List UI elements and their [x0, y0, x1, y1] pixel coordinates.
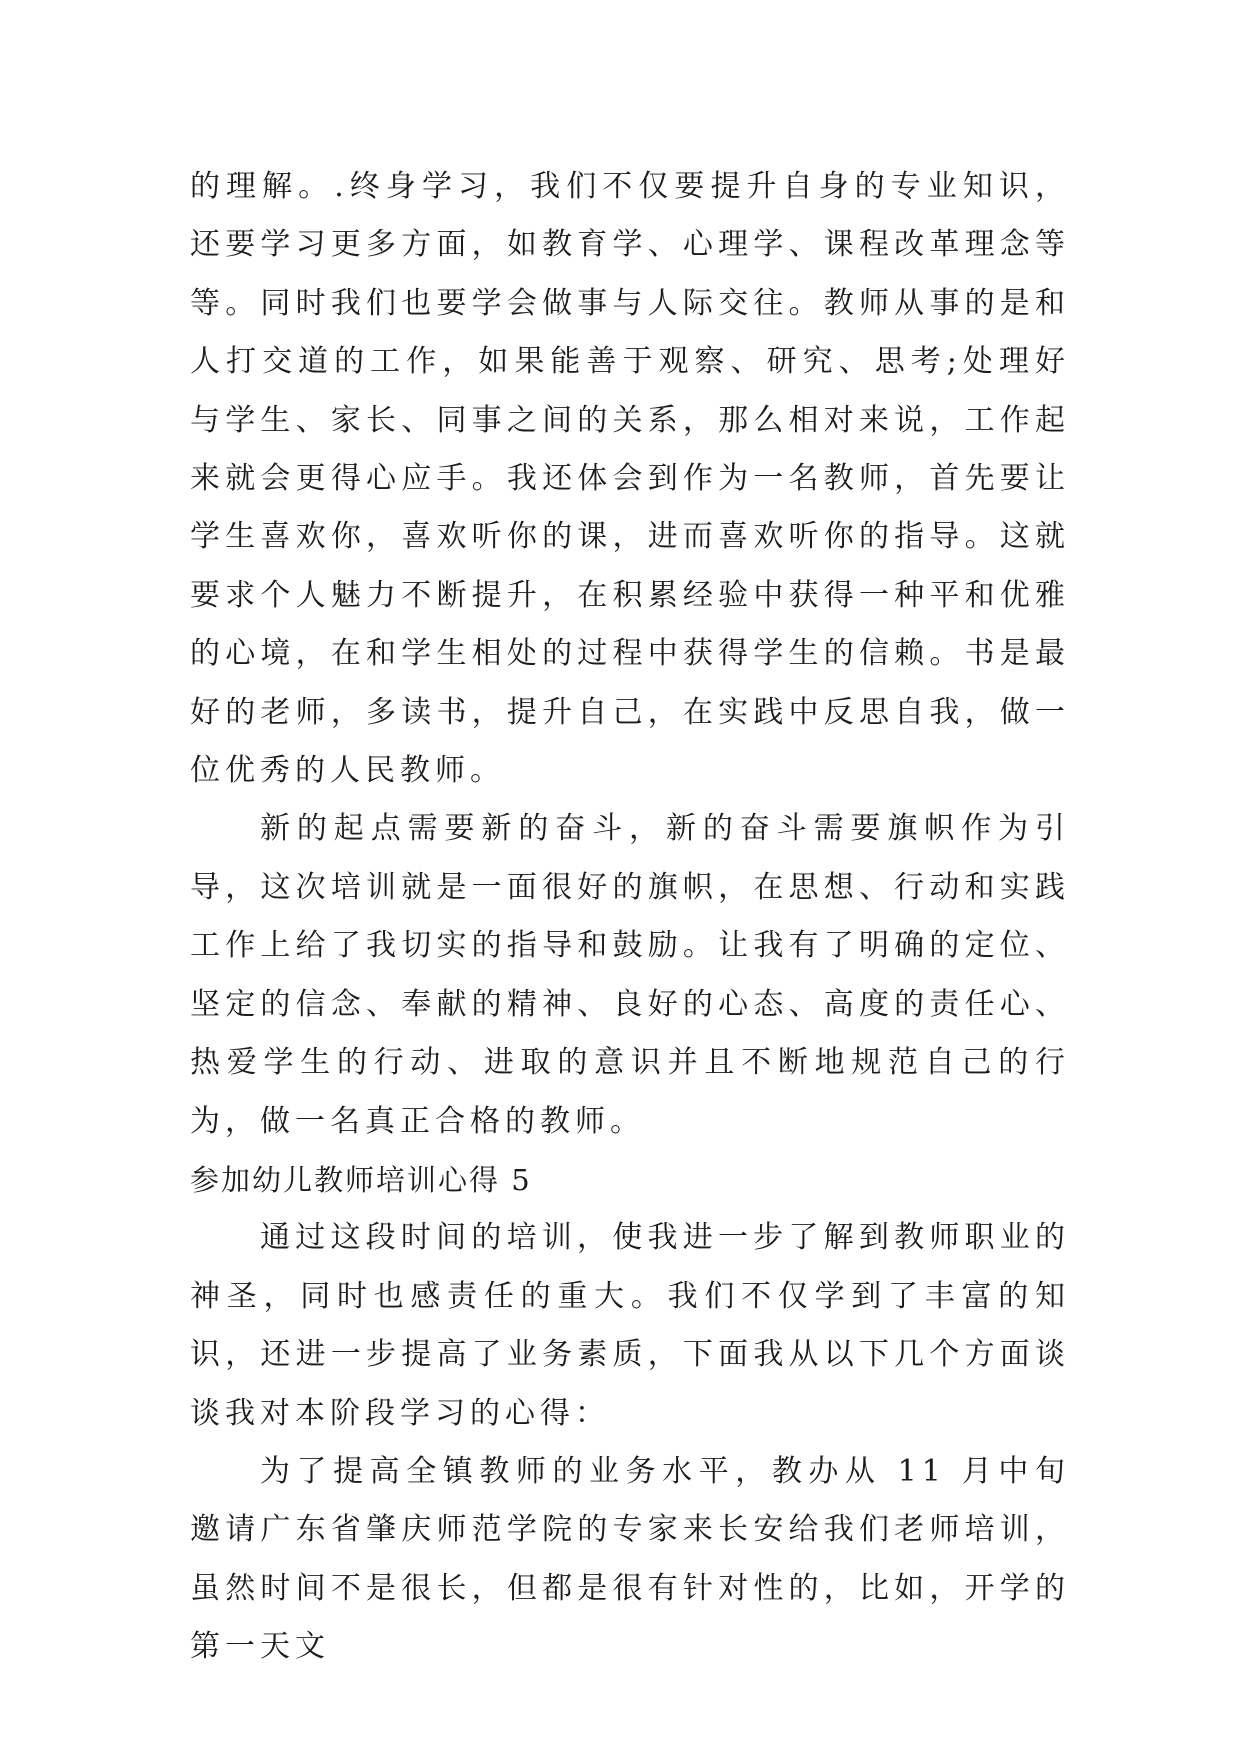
- section-heading: 参加幼儿教师培训心得 5: [190, 1162, 532, 1197]
- document-body: [190, 158, 1070, 1677]
- paragraph-1: 的理解。.终身学习，我们不仅要提升自身的专业知识，还要学习更多方面，如教育学、心理学、课程改革理念等等。同时我们也要学会做事与人际交往。教师从事的是和人打交道的工作，如果能善于观察、研究、思考;处理好与学生、家长、同事之间的关系，那么相对来说，工作起来就会更得心应手。我还体会到作为一名教师，首先要让学生喜欢你，喜欢听你的课，进而喜欢听你的指导。这就要求个人魅力不断提升，在积累经验中获得一种平和优雅的心境，在和学生相处的过程中获得学生的信赖。书是最好的老师，多读书，提升自己，在实践中反思自我，做一位优秀的人民教师。: [190, 169, 1070, 789]
- paragraph-3: 通过这段时间的培训，使我进一步了解到教师职业的神圣，同时也感责任的重大。我们不仅学到了丰富的知识，还进一步提高了业务素质，下面我从以下几个方面谈谈我对本阶段学习的心得：: [190, 1220, 1070, 1431]
- paragraph-4: 为了提高全镇教师的业务水平，教办从 11 月中旬邀请广东省肇庆师范学院的专家来长安给我们老师培训，虽然时间不是很长，但都是很有针对性的，比如，开学的第一天文: [190, 1453, 1070, 1665]
- paragraph-2: 新的起点需要新的奋斗，新的奋斗需要旗帜作为引导，这次培训就是一面很好的旗帜，在思想、行动和实践工作上给了我切实的指导和鼓励。让我有了明确的定位、坚定的信念、奉献的精神、良好的心态、高度的责任心、热爱学生的行动、进取的意识并且不断地规范自己的行为，做一名真正合格的教师。: [190, 811, 1070, 1139]
